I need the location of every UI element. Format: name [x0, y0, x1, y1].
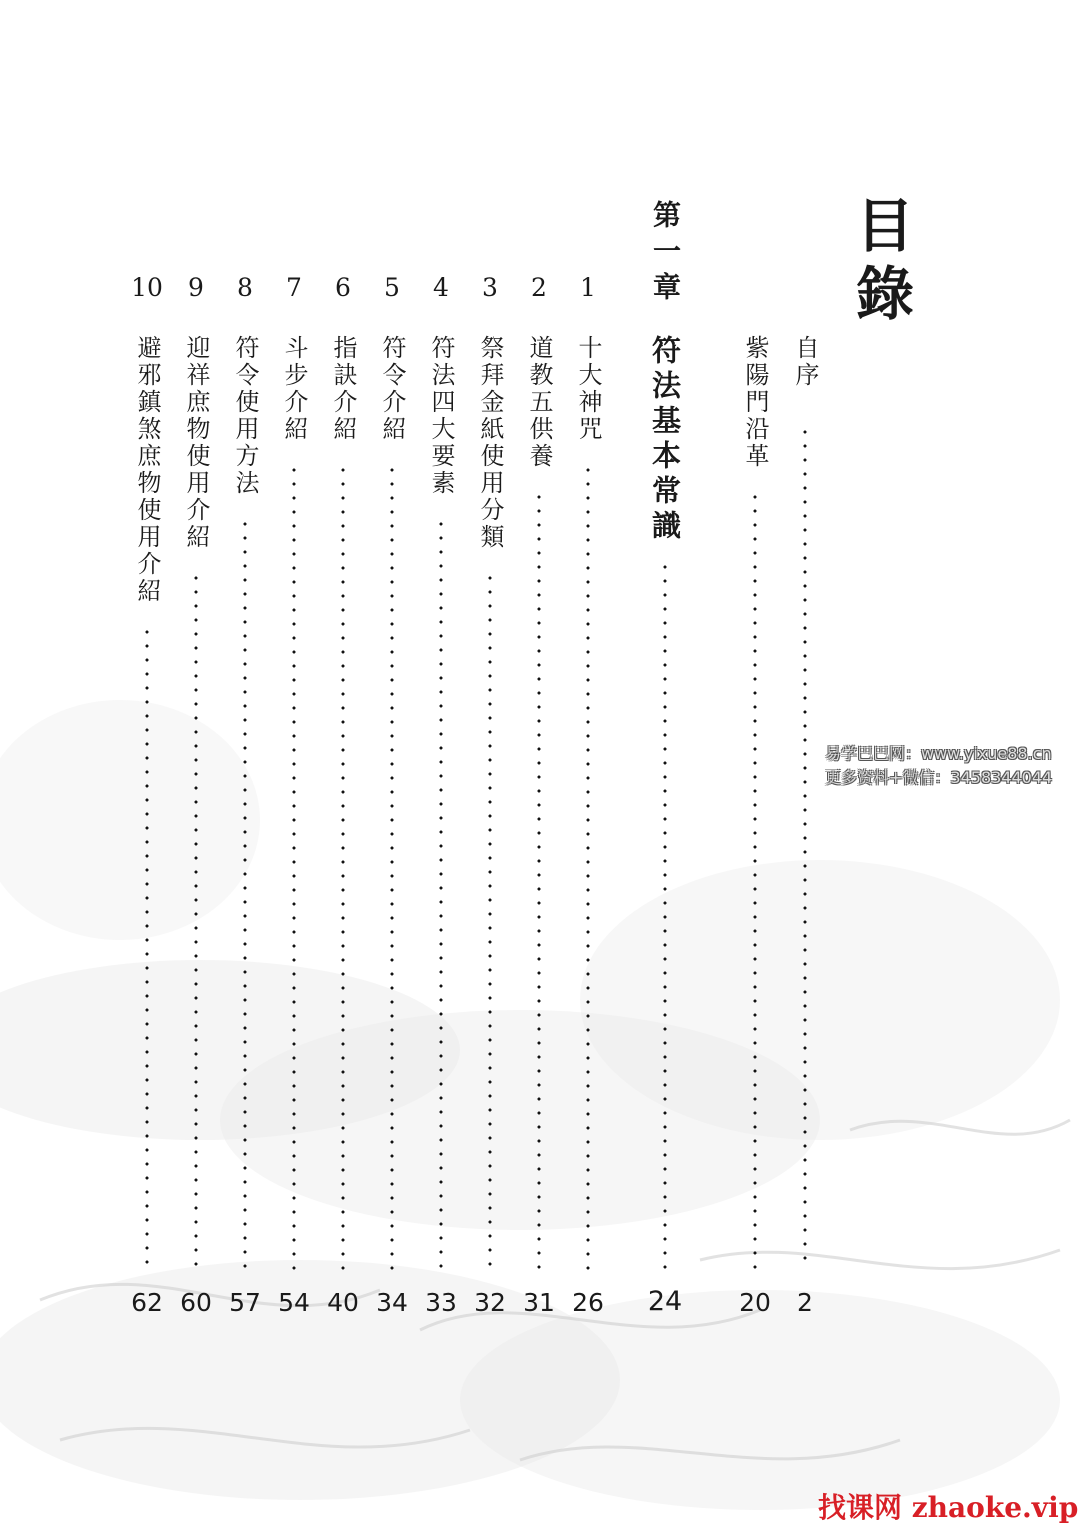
toc-entry-title: 符令使用方法	[231, 335, 259, 497]
toc-entry-page: 54	[278, 1288, 310, 1317]
toc-entry-number: 6	[335, 273, 351, 302]
toc-entry-title: 祭拜金紙使用分類	[476, 335, 504, 551]
toc-entry-number: 9	[188, 273, 204, 302]
toc-leader-dots	[145, 625, 149, 1270]
toc-leader-dots	[803, 425, 807, 1270]
toc-entry-page: 40	[327, 1288, 359, 1317]
toc-entry-page: 26	[572, 1288, 604, 1317]
toc-leader-dots	[753, 490, 757, 1270]
toc-entry-number: 4	[433, 273, 449, 302]
bottom-watermark	[818, 1490, 1078, 1526]
watermark-bottom-prefix: 找课网	[818, 1491, 903, 1524]
toc-entry-title: 十大神咒	[574, 335, 602, 443]
toc-leader-dots	[292, 463, 296, 1270]
toc-entry-title: 指訣介紹	[329, 335, 357, 443]
toc-entry-title: 避邪鎮煞庶物使用介紹	[133, 335, 161, 605]
toc-entry-title: 斗步介紹	[280, 335, 308, 443]
toc-leader-dots	[663, 560, 667, 1270]
toc-entry-page: 31	[523, 1288, 555, 1317]
toc-entry-page: 33	[425, 1288, 457, 1317]
toc-entry-title: 自序	[791, 335, 819, 389]
toc-entry-page: 62	[131, 1288, 163, 1317]
toc-leader-dots	[537, 490, 541, 1270]
watermark-bottom-domain: zhaoke.vip	[911, 1491, 1079, 1524]
toc-entry-chapter-1	[640, 0, 690, 1532]
toc-entry-page: 34	[376, 1288, 408, 1317]
toc-leader-dots	[243, 517, 247, 1270]
toc-entry-number: 10	[131, 273, 163, 302]
toc-leader-dots	[390, 463, 394, 1270]
toc-entry-title: 道教五供養	[525, 335, 553, 470]
toc-entry-title: 符法四大要素	[427, 335, 455, 497]
toc-entry-title: 紫陽門沿革	[741, 335, 769, 470]
toc-entry-page: 32	[474, 1288, 506, 1317]
toc-entry-title: 符令介紹	[378, 335, 406, 443]
watermark-contact-line: 更多资料+微信：3458344044	[825, 768, 1053, 787]
toc-entry-number: 3	[482, 273, 498, 302]
toc-entry-number: 5	[384, 273, 400, 302]
page-title: 目錄	[846, 195, 914, 331]
toc-leader-dots	[439, 517, 443, 1270]
toc-entry-number: 1	[580, 273, 596, 302]
toc-entry-number: 8	[237, 273, 253, 302]
watermark-site-line: 易学巴巴网：www.yixue88.cn	[825, 744, 1052, 763]
toc-entry-page: 24	[647, 1286, 683, 1317]
toc-entry-number: 第一章	[649, 200, 682, 308]
toc-entry-title: 迎祥庶物使用介紹	[182, 335, 210, 551]
toc-leader-dots	[488, 571, 492, 1270]
toc-entry-number: 7	[286, 273, 302, 302]
toc-entry-title: 符法基本常識	[648, 335, 682, 545]
toc-entry-number: 2	[531, 273, 547, 302]
toc-entry-page: 20	[739, 1288, 771, 1317]
site-watermark	[825, 742, 1075, 790]
toc-entry-page: 2	[797, 1288, 813, 1317]
toc-entry-ziyang	[730, 0, 780, 1532]
toc-leader-dots	[194, 571, 198, 1270]
toc-leader-dots	[586, 463, 590, 1270]
toc-entry-page: 60	[180, 1288, 212, 1317]
toc-entry-page: 57	[229, 1288, 261, 1317]
toc-entry-item-10	[122, 0, 172, 1532]
toc-leader-dots	[341, 463, 345, 1270]
